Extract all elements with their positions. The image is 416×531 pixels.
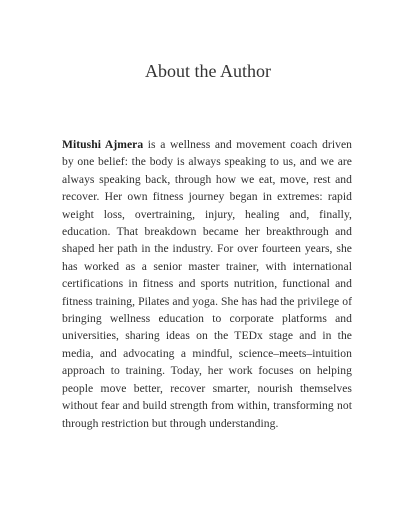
author-bio-paragraph [62,136,352,432]
author-name: Mitushi Ajmera [62,138,144,151]
page-title: About the Author [145,61,271,81]
author-bio-text: is a wellness and movement coach driven by one belief: the body is always speaking to us, and we are always speaking back, through how we eat, move, rest and recover. Her own fitness journey began in extremes: rapid weight loss, overtraining, injury, healing and, finally, education. That breakdown became her breakthrough and shaped her path in the industry. For over fourteen years, she has worked as a senior master trainer, with international certifications in fitness and sports nutrition, functional and fitness training, Pilates and yoga. She has had the privilege of bringing wellness education to corporate platforms and universities, sharing ideas on the TEDx stage and in the media, and advocating a mindful, science–meets–intuition approach to training. Today, her work focuses on helping people move better, recover smarter, nourish themselves without fear and build strength from within, transforming not through restriction but through understanding. [62,138,352,430]
